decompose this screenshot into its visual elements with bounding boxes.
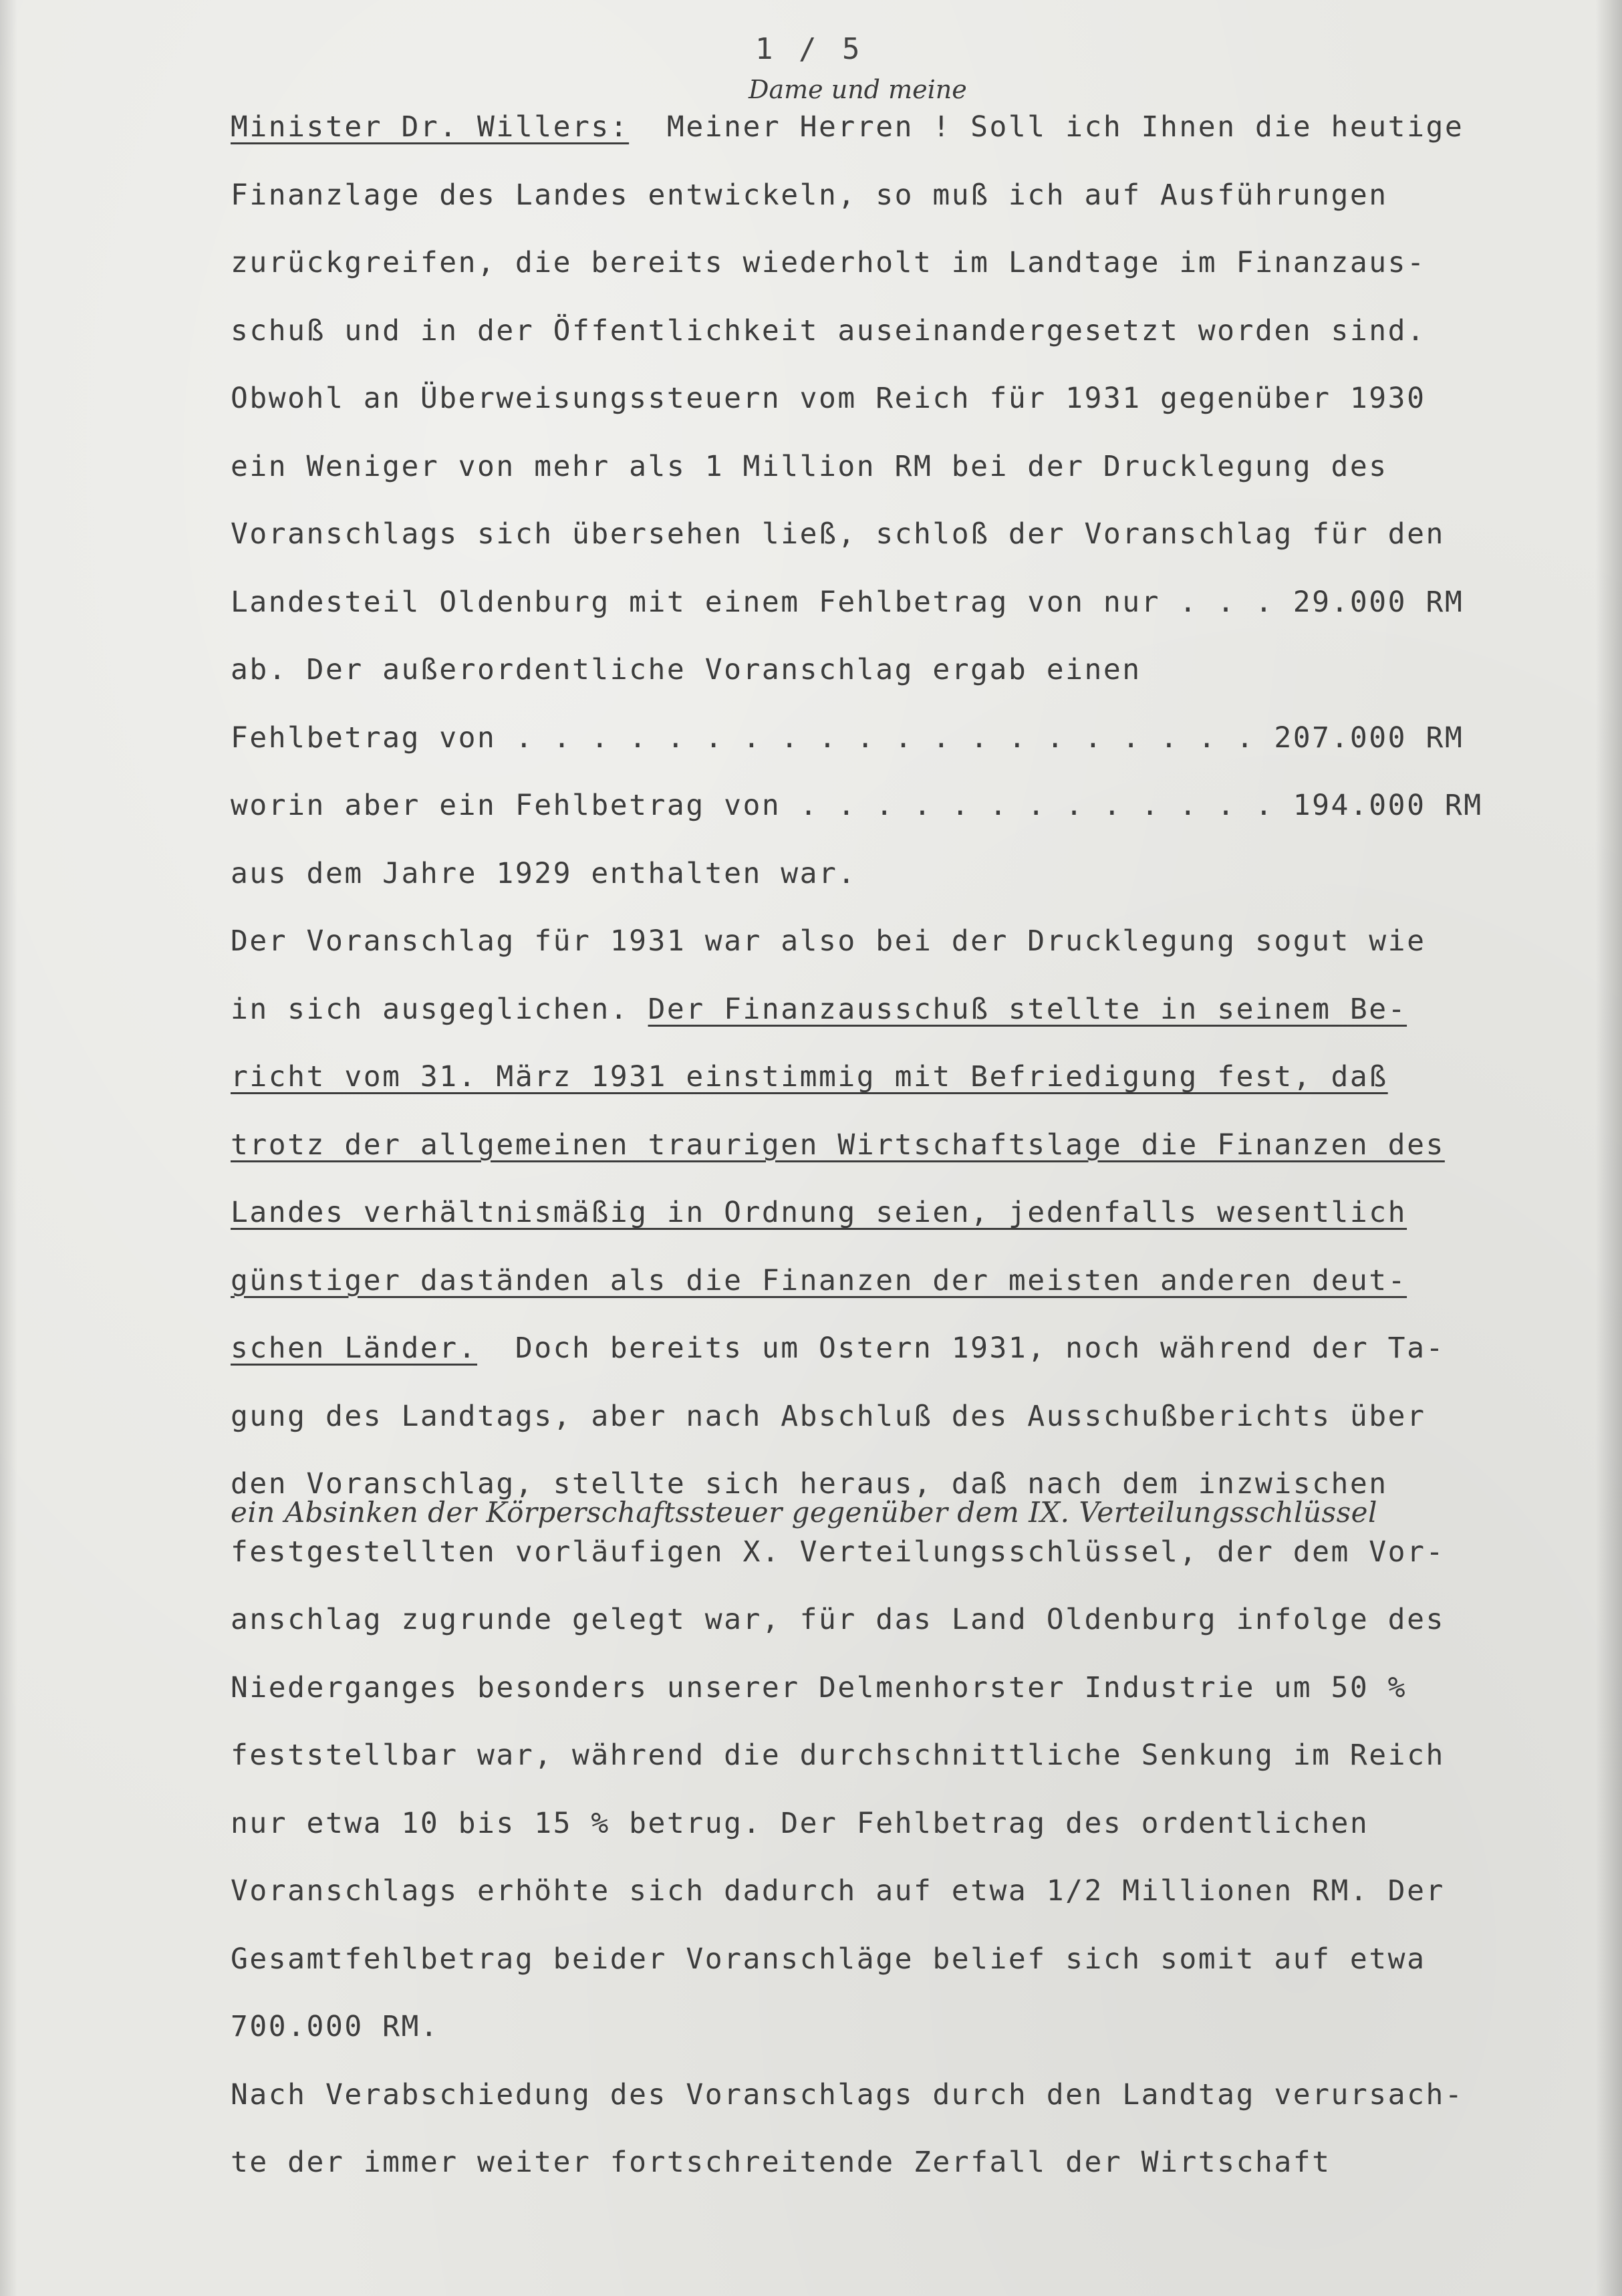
text-line [231,2068,1581,2136]
text-line [231,1661,1581,1729]
text-segment: ab. Der außerordentliche Voranschlag ergab einen [231,653,1141,686]
text-line [231,1729,1581,1797]
text-segment: nur etwa 10 bis 15 % betrug. Der Fehlbetrag des ordentlichen [231,1806,1369,1840]
text-segment: Doch bereits um Ostern 1931, noch während der Ta- [477,1331,1445,1365]
page-number: 1 / 5 [755,32,864,66]
underlined-text: trotz der allgemeinen traurigen Wirtschaftslage die Finanzen des [231,1128,1445,1162]
text-segment: schuß und in der Öffentlichkeit auseinandergesetzt worden sind. [231,313,1426,348]
text-line [231,1186,1581,1254]
text-line [231,507,1581,576]
text-segment: Niederganges besonders unserer Delmenhorster Industrie um 50 % [231,1670,1407,1704]
text-segment: anschlag zugrunde gelegt war, für das Land Oldenburg infolge des [231,1603,1445,1636]
underlined-text: Der Finanzausschuß stellte in seinem Be- [648,992,1407,1026]
text-segment: festgestellten vorläufigen X. Verteilungsschlüssel, der dem Vor- [231,1535,1445,1569]
text-line [231,440,1581,508]
text-segment: aus dem Jahre 1929 enthalten war. [231,856,857,890]
text-line [231,168,1581,237]
text-line [231,711,1581,779]
text-segment: Fehlbetrag von . . . . . . . . . . . . . . . . . . . . 207.000 RM [231,721,1464,755]
page-shadow-right [1595,0,1622,2296]
text-line [231,2136,1581,2204]
text-line [231,1525,1581,1593]
underlined-text: richt vom 31. März 1931 einstimmig mit Befriedigung fest, daß [231,1060,1388,1094]
text-segment: Der Voranschlag für 1931 war also bei der Drucklegung sogut wie [231,924,1426,958]
text-segment: Voranschlags sich übersehen ließ, schloß der Voranschlag für den [231,517,1445,551]
text-segment: te der immer weiter fortschreitende Zerfall der Wirtschaft [231,2146,1331,2179]
text-line [231,1932,1581,2001]
text-segment: zurückgreifen, die bereits wiederholt im Landtage im Finanzaus- [231,246,1426,279]
text-line [231,372,1581,440]
underlined-text: schen Länder. [231,1331,478,1365]
underlined-text: günstiger daständen als die Finanzen der meisten anderen deut- [231,1263,1407,1297]
text-line [231,914,1581,983]
text-segment: gung des Landtags, aber nach Abschluß des Ausschußberichts über [231,1399,1426,1433]
text-line [231,236,1581,304]
text-line [231,1593,1581,1661]
text-line [231,847,1581,915]
typed-text-body [231,100,1581,2204]
text-line [231,1390,1581,1458]
text-line [231,643,1581,711]
text-line [231,1321,1581,1390]
text-segment: Nach Verabschiedung des Voranschlags durch den Landtag verursach- [231,2077,1464,2112]
underlined-text: Landes verhältnismäßig in Ordnung seien, jedenfalls wesentlich [231,1196,1407,1229]
text-line [231,1050,1581,1118]
text-segment: den Voranschlag, stellte sich heraus, daß nach dem inzwischen [231,1467,1388,1501]
text-line [231,1254,1581,1322]
text-segment: 700.000 RM. [231,2010,440,2043]
text-line [231,1457,1581,1525]
text-segment: in sich ausgeglichen. [231,992,648,1026]
text-segment: ein Weniger von mehr als 1 Million RM bei der Drucklegung des [231,449,1388,483]
text-line [231,779,1581,847]
page-shadow-left [0,0,17,2296]
text-line [231,1864,1581,1932]
text-segment: Gesamtfehlbetrag beider Voranschläge belief sich somit auf etwa [231,1942,1426,1976]
handwritten-correction-top: Dame und meine [749,75,967,104]
text-segment: Landesteil Oldenburg mit einem Fehlbetrag von nur . . . 29.000 RM [231,585,1464,619]
text-segment: Voranschlags erhöhte sich dadurch auf etwa 1/2 Millionen RM. Der [231,1874,1445,1908]
text-segment: Obwohl an Überweisungssteuern vom Reich für 1931 gegenüber 1930 [231,382,1426,415]
underlined-text: Minister Dr. Willers: [231,110,630,144]
text-line [231,1797,1581,1865]
text-segment: Meiner Herren ! Soll ich Ihnen die heutige [629,110,1464,144]
text-line [231,2000,1581,2068]
text-segment: feststellbar war, während die durchschnittliche Senkung im Reich [231,1739,1445,1772]
text-line [231,100,1581,168]
handwritten-insertion: ein Absinken der Körperschaftssteuer gegenüber dem IX. Verteilungsschlüssel [231,1496,1377,1529]
text-segment: worin aber ein Fehlbetrag von . . . . . . . . . . . . . 194.000 RM [231,789,1483,822]
text-line [231,576,1581,644]
text-segment: Finanzlage des Landes entwickeln, so muß ich auf Ausführungen [231,178,1388,212]
text-line [231,983,1581,1051]
text-line [231,1118,1581,1186]
text-line [231,304,1581,372]
